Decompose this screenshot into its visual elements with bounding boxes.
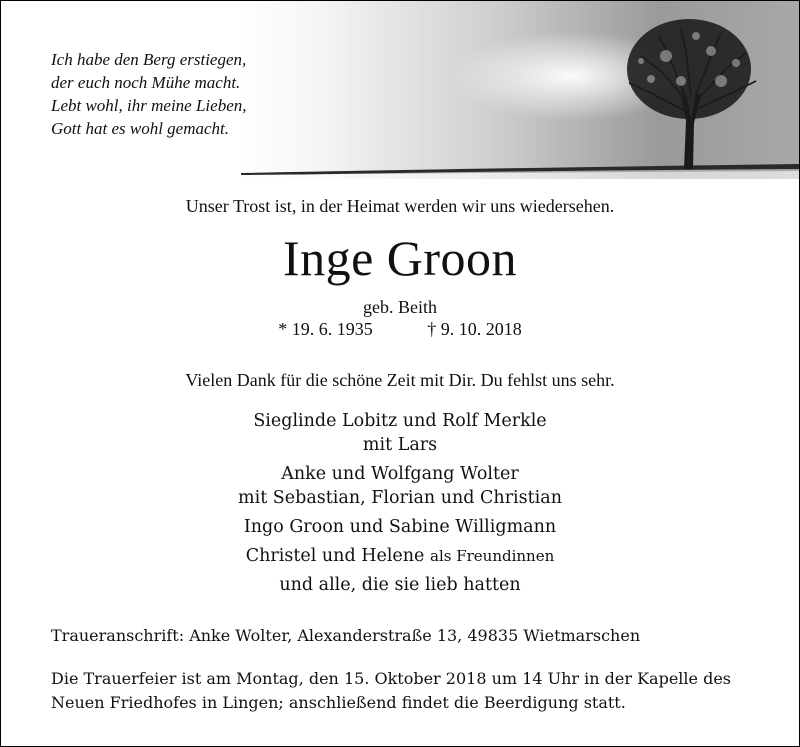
mourner-group [1, 515, 799, 539]
motto: Unser Trost ist, in der Heimat werden wir uns wiedersehen. [185, 196, 615, 216]
poem-line: Lebt wohl, ihr meine Lieben, [51, 96, 247, 115]
mourner-line: Ingo Groon und Sabine Willigmann [243, 517, 557, 537]
mourner-group [1, 544, 799, 568]
life-dates [1, 319, 799, 340]
mourner-note: als Freundinnen [430, 547, 555, 565]
deceased-name: Inge Groon [282, 230, 518, 286]
mourner-line: mit Sebastian, Florian und Christian [238, 488, 562, 508]
birth-date: * 19. 6. 1935 [278, 319, 373, 339]
mourners-list [1, 409, 799, 602]
death-date: † 9. 10. 2018 [427, 319, 522, 339]
birth-name: geb. Beith [363, 297, 437, 317]
mourner-group [1, 462, 799, 510]
funeral-line: Neuen Friedhofes in Lingen; anschließend findet die Beerdigung statt. [51, 693, 626, 712]
tree-on-hill-icon [241, 1, 799, 179]
poem-line: der euch noch Mühe macht. [51, 73, 241, 92]
poem [51, 48, 246, 140]
mourner-group [1, 409, 799, 457]
thanks-line: Vielen Dank für die schöne Zeit mit Dir. Du fehlst uns sehr. [185, 370, 615, 390]
poem-line: Gott hat es wohl gemacht. [51, 119, 230, 138]
mourner-line [1, 544, 799, 568]
mourner-group [1, 573, 799, 597]
mourner-line: mit Lars [362, 435, 438, 455]
poem-line: Ich habe den Berg erstiegen, [51, 50, 247, 69]
mourner-names: Christel und Helene [245, 546, 425, 566]
mourning-address: Traueranschrift: Anke Wolter, Alexanderstraße 13, 49835 Wietmarschen [51, 626, 641, 645]
mourner-line: Sieglinde Lobitz und Rolf Merkle [253, 411, 547, 431]
funeral-line: Die Trauerfeier ist am Montag, den 15. Oktober 2018 um 14 Uhr in der Kapelle des [51, 669, 731, 688]
funeral-info [51, 667, 763, 715]
mourner-line: und alle, die sie lieb hatten [279, 575, 521, 595]
mourner-line: Anke und Wolfgang Wolter [281, 464, 519, 484]
